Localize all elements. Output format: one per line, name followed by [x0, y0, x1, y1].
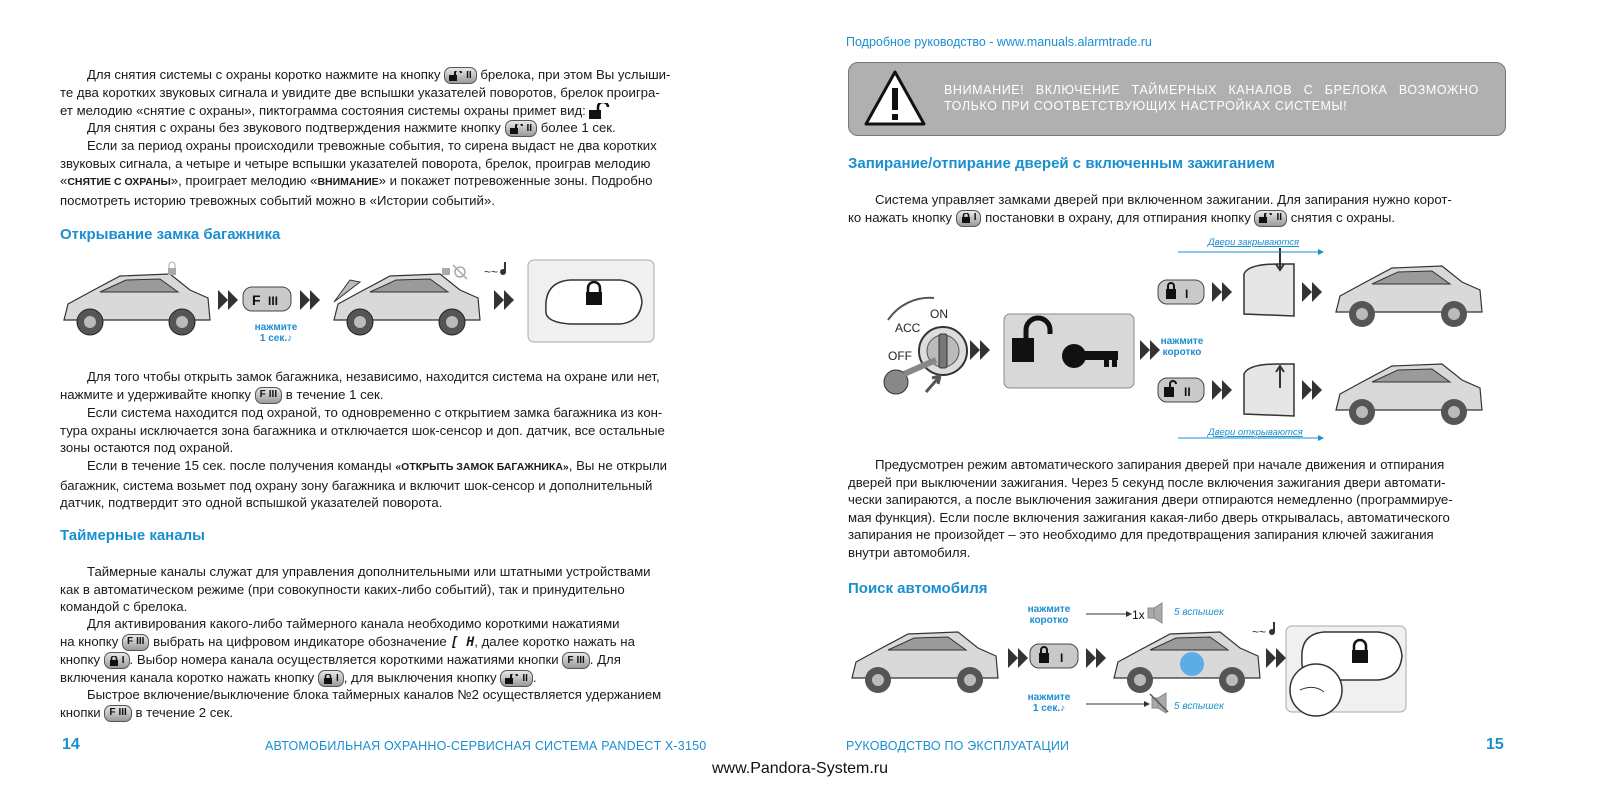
paragraph-doors: Система управляет замками дверей при включенном зажигании. Для запирания нужно корот- ко нажать кнопку I постановки в охрану, для отпирания кнопку II снятия с охраны.	[848, 191, 1504, 227]
manual-link[interactable]: Подробное руководство - www.manuals.alarmtrade.ru	[846, 35, 1152, 49]
car-icon	[1336, 364, 1482, 425]
svg-text:~~: ~~	[1252, 625, 1267, 639]
arrow-icon	[300, 290, 320, 310]
search-press-short-label: нажмите коротко	[1027, 604, 1071, 626]
arrow-icon	[1302, 380, 1322, 400]
search-press-1sec-label: нажмите 1 сек.♪	[1027, 692, 1071, 714]
f-button-icon: F III	[104, 705, 131, 722]
page-number-left: 14	[62, 736, 80, 753]
horn-off-icon	[1150, 693, 1168, 713]
unlock-button-icon: II	[1254, 210, 1287, 227]
car-trunk-open-icon	[334, 274, 480, 335]
flashes-label-2: 5 вспышек	[1174, 701, 1224, 712]
melody-icon	[1252, 622, 1275, 639]
lock-small-icon	[168, 262, 176, 275]
svg-text:1x: 1x	[1132, 608, 1145, 622]
f-button-icon: F III	[122, 634, 149, 651]
indicator-ch: [ H	[450, 634, 475, 650]
arrow-icon	[1302, 282, 1322, 302]
unlock-button-icon: II	[500, 670, 533, 687]
unlock-button-icon: II	[444, 67, 477, 84]
paragraph-timer-quick: Быстрое включение/выключение блока таймерных каналов №2 осуществляется удержанием кнопки F III в течение 2 сек.	[60, 686, 722, 722]
paragraph-timer-activate: Для активирования какого-либо таймерного канала необходимо короткими нажатиями на кнопку F III выбрать на цифровом индикаторе обозначение [ H, далее коротко нажать на кнопку I . Выбор номера канала осуществляется короткими нажатиями кнопки F III . Для включения канала коротко нажать кнопку I , для выключения кнопку II .	[60, 615, 722, 687]
f-button-icon: F III	[255, 387, 282, 404]
arrow-icon	[218, 290, 238, 310]
warning-box	[848, 62, 1506, 136]
paragraph-trunk-open: Для того чтобы открыть замок багажника, независимо, находится система на охране или нет, нажмите и удерживайте кнопку F III в течение 1 сек.	[60, 368, 722, 404]
trunk-diagram	[60, 254, 660, 346]
site-url[interactable]: www.Pandora-System.ru	[711, 760, 889, 777]
paragraph-silent-disarm: Для снятия с охраны без звукового подтверждения нажмите кнопку II более 1 сек.	[60, 119, 722, 137]
f-button-icon: F III	[562, 652, 589, 669]
svg-text:I: I	[1060, 651, 1064, 665]
svg-text:ACC: ACC	[895, 321, 921, 335]
page-number-right: 15	[1486, 736, 1504, 753]
paragraph-alarm-events: Если за период охраны происходили тревожные события, то сирена выдаст не два коротких звуковых сигнала, а четыре и четыре вспышки указателей поворота, брелок, проиграв мелодию «СНЯТИЕ С ОХРАНЫ», проиграет мелодию «ВНИМАНИЕ» и покажет потревоженные зоны. Подробно посмотреть историю тревожных событий можно в «Истории событий».	[60, 138, 657, 208]
warning-text: ВНИМАНИЕ! ВКЛЮЧЕНИЕ ТАЙМЕРНЫХ КАНАЛОВ С БРЕЛОКА ВОЗМОЖНО ТОЛЬКО ПРИ СООТВЕТСТВУЮЩИХ НАСТРОЙКАХ СИСТЕМЫ!	[944, 83, 1479, 113]
horn-icon	[1148, 603, 1162, 623]
paragraph-disarm: Для снятия системы с охраны коротко нажмите на кнопку II брелока, при этом Вы услыши- те два коротких звуковых сигнала и увидите две вспышки указателей поворотов, брелок проигра- ет мелодию «снятие с охраны», пиктограмма состояния системы охраны примет вид:	[60, 67, 671, 118]
paragraph-auto-lock: Предусмотрен режим автоматического запирания дверей при начале движения и отпирания дверей при выключении зажигания. Через 5 секунд после включения зажигания двери автомати- чески запираются, а после выключения зажигания двери отпираются немедленно (программируе- мая функция). Если после включения зажигания какая-либо дверь открывалась, автоматического запирания не произойдет – это необходимо для предотвращения запирания ключей зажигания внутри автомобиля.	[848, 457, 1453, 560]
svg-text:F: F	[252, 292, 261, 308]
lock-button-icon: I	[104, 652, 130, 669]
heading-search: Поиск автомобиля	[848, 580, 988, 597]
svg-text:ON: ON	[930, 307, 948, 321]
unlock-button-icon: II	[505, 120, 538, 137]
flashes-label: 5 вспышек	[1174, 607, 1224, 618]
car-icon	[1336, 266, 1482, 327]
lock-small-icon	[442, 268, 450, 275]
melody-icon	[484, 262, 506, 279]
arrow-icon	[1212, 380, 1232, 400]
ignition-icon	[884, 298, 967, 394]
lock-button-icon: I	[318, 670, 344, 687]
svg-text:~~: ~~	[484, 265, 499, 279]
car-icon	[852, 632, 998, 693]
svg-text:OFF: OFF	[888, 349, 912, 363]
arrow-icon	[970, 340, 990, 360]
doors-open-label: Двери открываются	[1208, 427, 1303, 438]
arrow-icon	[1266, 648, 1286, 668]
doors-close-label: Двери закрываются	[1208, 237, 1300, 248]
arrow-icon	[1086, 648, 1106, 668]
lock-button-icon: I	[956, 210, 982, 227]
shock-sensor-off-icon	[453, 265, 467, 279]
svg-text:I: I	[1185, 287, 1189, 301]
arrow-icon	[1212, 282, 1232, 302]
car-icon	[64, 274, 210, 335]
heading-timer: Таймерные каналы	[60, 527, 205, 544]
unlock-status-icon	[589, 103, 611, 119]
footer-right: РУКОВОДСТВО ПО ЭКСПЛУАТАЦИИ	[846, 739, 1070, 753]
svg-text:II: II	[1184, 385, 1191, 399]
arrow-icon	[494, 290, 514, 310]
left-page	[60, 0, 722, 801]
footer-left: АВТОМОБИЛЬНАЯ ОХРАННО-СЕРВИСНАЯ СИСТЕМА PANDECT X-3150	[265, 739, 707, 753]
press-short-label: нажмите коротко	[1160, 336, 1204, 358]
heading-trunk: Открывание замка багажника	[60, 226, 281, 243]
press-1sec-label: нажмите 1 сек.♪	[254, 322, 298, 344]
warning-icon	[863, 69, 927, 127]
car-flash-icon	[1114, 632, 1260, 693]
heading-doors: Запирание/отпирание дверей с включенным зажиганием	[848, 155, 1275, 172]
svg-text:III: III	[268, 294, 279, 308]
arrow-icon	[1008, 648, 1028, 668]
paragraph-trunk-timeout: Если в течение 15 сек. после получения команды «ОТКРЫТЬ ЗАМОК БАГАЖНИКА», Вы не открыли багажник, система возьмет под охрану зону багажника и включит шок-сенсор и дополнительный датчик, подтвердит это одной вспышкой указателей поворота.	[60, 458, 668, 511]
paragraph-trunk-armed: Если система находится под охраной, то одновременно с открытием замка багажника из кон- тура охраны исключается зона багажника и отключается шок-сенсор и доп. датчик, все остальные зоны остаются под охраной.	[60, 405, 665, 456]
paragraph-timer-intro: Таймерные каналы служат для управления дополнительными или штатными устройствами как в автоматическом режиме (при совокупности каких-либо событий), так и принудительно командой с брелока.	[60, 564, 651, 615]
